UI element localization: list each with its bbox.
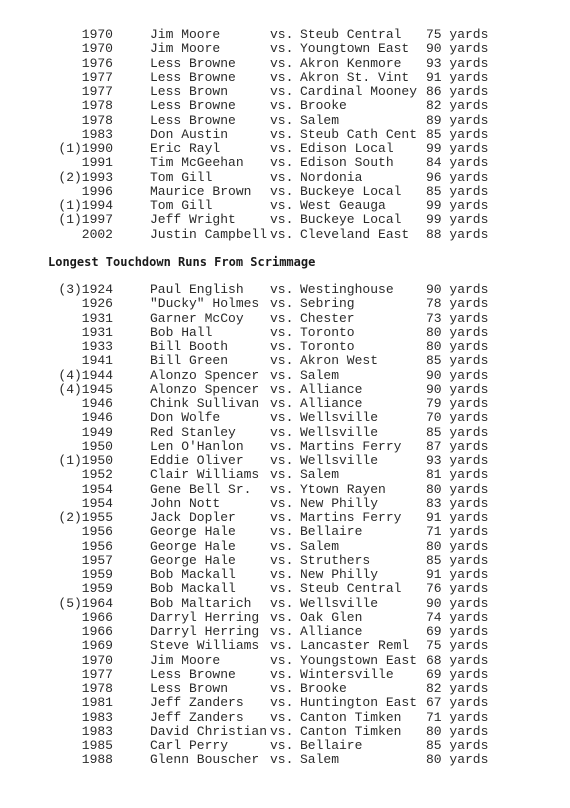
year-cell: 1933: [81, 339, 113, 354]
vs-label: vs.: [270, 467, 294, 483]
yards-cell: 99 yards: [426, 198, 489, 213]
yards-cell: 82 yards: [426, 98, 489, 114]
opponent-cell: Alliance: [300, 381, 363, 397]
list-row: [0, 511, 570, 525]
vs-label: vs.: [270, 353, 294, 369]
year-cell: 1978: [81, 681, 113, 696]
yards-cell: 99 yards: [426, 212, 489, 228]
yards-cell: 67 yards: [426, 695, 489, 711]
list-row: [0, 668, 570, 682]
vs-label: vs.: [270, 681, 294, 696]
list-row: [0, 213, 570, 227]
vs-label: vs.: [270, 282, 294, 297]
list-row: [0, 753, 570, 767]
year-cell: (3)1924: [58, 282, 113, 297]
opponent-cell: Akron Kenmore: [300, 55, 402, 71]
player-cell: Tim McGeehan: [150, 155, 244, 171]
year-cell: 1978: [81, 98, 113, 114]
yards-cell: 99 yards: [426, 141, 489, 156]
vs-label: vs.: [270, 695, 294, 711]
list-row: [0, 540, 570, 554]
vs-label: vs.: [270, 69, 294, 85]
list-row: [0, 497, 570, 511]
list-row: [0, 483, 570, 497]
vs-label: vs.: [270, 183, 294, 199]
player-cell: Justin Campbell: [150, 226, 268, 242]
list-row: [0, 156, 570, 170]
vs-label: vs.: [270, 638, 294, 654]
player-cell: Less Brown: [150, 84, 229, 99]
player-cell: Tom Gill: [150, 198, 213, 213]
year-cell: 1977: [81, 69, 113, 85]
opponent-cell: Toronto: [300, 324, 355, 340]
list-row: [0, 454, 570, 468]
opponent-cell: Steub Central: [300, 27, 402, 42]
player-cell: Alonzo Spencer: [150, 367, 260, 383]
opponent-cell: Salem: [300, 112, 340, 128]
list-row: [0, 440, 570, 454]
player-cell: George Hale: [150, 538, 236, 554]
opponent-cell: Salem: [300, 752, 340, 768]
player-cell: Bill Booth: [150, 339, 229, 354]
yards-cell: 69 yards: [426, 624, 489, 639]
player-cell: Steve Williams: [150, 638, 260, 654]
player-cell: Less Browne: [150, 69, 236, 85]
list-row: [0, 85, 570, 99]
year-cell: 1966: [81, 609, 113, 625]
opponent-cell: Ytown Rayen: [300, 481, 386, 497]
player-cell: Darryl Herring: [150, 624, 260, 639]
vs-label: vs.: [270, 595, 294, 611]
player-cell: Jack Dopler: [150, 510, 236, 525]
yards-cell: 81 yards: [426, 467, 489, 483]
yards-cell: 85 yards: [426, 353, 489, 369]
opponent-cell: Salem: [300, 538, 340, 554]
yards-cell: 69 yards: [426, 666, 489, 682]
year-cell: 1991: [81, 155, 113, 171]
list-row: [0, 354, 570, 368]
opponent-cell: Salem: [300, 467, 340, 483]
yards-cell: 75 yards: [426, 638, 489, 654]
vs-label: vs.: [270, 453, 294, 468]
year-cell: 1950: [81, 438, 113, 454]
year-cell: 1970: [81, 27, 113, 42]
vs-label: vs.: [270, 738, 294, 753]
player-cell: Tom Gill: [150, 169, 213, 185]
list-row: [0, 654, 570, 668]
year-cell: (5)1964: [58, 595, 113, 611]
player-cell: Garner McCoy: [150, 310, 244, 326]
list-row: [0, 739, 570, 753]
yards-cell: 96 yards: [426, 169, 489, 185]
vs-label: vs.: [270, 624, 294, 639]
year-cell: 1970: [81, 652, 113, 668]
opponent-cell: Lancaster Reml: [300, 638, 410, 654]
opponent-cell: Brooke: [300, 98, 347, 114]
year-cell: 1966: [81, 624, 113, 639]
year-cell: (1)1997: [58, 212, 113, 228]
year-cell: 1949: [81, 424, 113, 440]
year-cell: 1977: [81, 84, 113, 99]
yards-cell: 87 yards: [426, 438, 489, 454]
yards-cell: 80 yards: [426, 752, 489, 768]
opponent-cell: Wellsville: [300, 453, 379, 468]
yards-cell: 80 yards: [426, 538, 489, 554]
opponent-cell: Wellsville: [300, 424, 379, 440]
opponent-cell: New Philly: [300, 495, 379, 511]
list-row: [0, 71, 570, 85]
list-row: [0, 682, 570, 696]
opponent-cell: Oak Glen: [300, 609, 363, 625]
yards-cell: 80 yards: [426, 324, 489, 340]
yards-cell: 74 yards: [426, 609, 489, 625]
vs-label: vs.: [270, 709, 294, 725]
opponent-cell: Buckeye Local: [300, 183, 402, 199]
yards-cell: 68 yards: [426, 652, 489, 668]
vs-label: vs.: [270, 609, 294, 625]
yards-cell: 85 yards: [426, 738, 489, 753]
opponent-cell: Youngtown East: [300, 41, 410, 57]
opponent-cell: Steub Cath Cent: [300, 126, 418, 142]
year-cell: 1946: [81, 410, 113, 426]
opponent-cell: West Geauga: [300, 198, 386, 213]
opponent-cell: Youngstown East: [300, 652, 418, 668]
player-cell: Bob Mackall: [150, 567, 236, 582]
list-row: [0, 297, 570, 311]
year-cell: 1954: [81, 495, 113, 511]
player-cell: Jim Moore: [150, 27, 221, 42]
vs-label: vs.: [270, 424, 294, 440]
vs-label: vs.: [270, 41, 294, 57]
list-row: [0, 597, 570, 611]
list-row: [0, 383, 570, 397]
list-row: [0, 185, 570, 199]
list-row: [0, 639, 570, 653]
list-row: [0, 468, 570, 482]
vs-label: vs.: [270, 324, 294, 340]
vs-label: vs.: [270, 367, 294, 383]
player-cell: George Hale: [150, 524, 236, 540]
year-cell: 1970: [81, 41, 113, 57]
vs-label: vs.: [270, 723, 294, 739]
list-row: [0, 312, 570, 326]
vs-label: vs.: [270, 652, 294, 668]
yards-cell: 90 yards: [426, 595, 489, 611]
opponent-cell: Cleveland East: [300, 226, 410, 242]
player-cell: Bill Green: [150, 353, 229, 369]
year-cell: (4)1944: [58, 367, 113, 383]
list-row: [0, 28, 570, 42]
yards-cell: 90 yards: [426, 41, 489, 57]
year-cell: 1969: [81, 638, 113, 654]
yards-cell: 93 yards: [426, 55, 489, 71]
vs-label: vs.: [270, 438, 294, 454]
yards-cell: 88 yards: [426, 226, 489, 242]
opponent-cell: Canton Timken: [300, 723, 402, 739]
year-cell: 1983: [81, 723, 113, 739]
player-cell: Bob Mackall: [150, 581, 236, 597]
year-cell: 1985: [81, 738, 113, 753]
vs-label: vs.: [270, 495, 294, 511]
vs-label: vs.: [270, 212, 294, 228]
vs-label: vs.: [270, 169, 294, 185]
player-cell: David Christian: [150, 723, 268, 739]
list-row: [0, 582, 570, 596]
yards-cell: 71 yards: [426, 709, 489, 725]
yards-cell: 85 yards: [426, 552, 489, 568]
player-cell: Jeff Zanders: [150, 695, 244, 711]
opponent-cell: Edison Local: [300, 141, 394, 156]
yards-cell: 84 yards: [426, 155, 489, 171]
list-row: [0, 711, 570, 725]
opponent-cell: Huntington East: [300, 695, 418, 711]
opponent-cell: Akron West: [300, 353, 379, 369]
opponent-cell: Wintersville: [300, 666, 394, 682]
yards-cell: 80 yards: [426, 723, 489, 739]
opponent-cell: Struthers: [300, 552, 371, 568]
player-cell: Glenn Bouscher: [150, 752, 260, 768]
yards-cell: 93 yards: [426, 453, 489, 468]
year-cell: 1957: [81, 552, 113, 568]
year-cell: 1959: [81, 581, 113, 597]
yards-cell: 85 yards: [426, 126, 489, 142]
yards-cell: 82 yards: [426, 681, 489, 696]
yards-cell: 86 yards: [426, 84, 489, 99]
list-row: [0, 426, 570, 440]
year-cell: 1954: [81, 481, 113, 497]
yards-cell: 73 yards: [426, 310, 489, 326]
yards-cell: 75 yards: [426, 27, 489, 42]
opponent-cell: Canton Timken: [300, 709, 402, 725]
opponent-cell: Bellaire: [300, 524, 363, 540]
list-row: [0, 57, 570, 71]
vs-label: vs.: [270, 339, 294, 354]
yards-cell: 85 yards: [426, 424, 489, 440]
yards-cell: 80 yards: [426, 481, 489, 497]
vs-label: vs.: [270, 666, 294, 682]
opponent-cell: Westinghouse: [300, 282, 394, 297]
vs-label: vs.: [270, 98, 294, 114]
vs-label: vs.: [270, 510, 294, 525]
player-cell: Less Browne: [150, 98, 236, 114]
list-row: [0, 369, 570, 383]
yards-cell: 90 yards: [426, 367, 489, 383]
vs-label: vs.: [270, 141, 294, 156]
list-row: [0, 397, 570, 411]
player-cell: Alonzo Spencer: [150, 381, 260, 397]
list-row: [0, 142, 570, 156]
yards-cell: 79 yards: [426, 396, 489, 411]
year-cell: 1996: [81, 183, 113, 199]
player-cell: Less Brown: [150, 681, 229, 696]
opponent-cell: Buckeye Local: [300, 212, 402, 228]
player-cell: Less Browne: [150, 112, 236, 128]
opponent-cell: Martins Ferry: [300, 510, 402, 525]
year-cell: 1978: [81, 112, 113, 128]
player-cell: Carl Perry: [150, 738, 229, 753]
list-row: [0, 114, 570, 128]
section-title: Longest Touchdown Runs From Scrimmage: [48, 255, 316, 269]
list-row: [0, 228, 570, 242]
player-cell: Chink Sullivan: [150, 396, 260, 411]
vs-label: vs.: [270, 155, 294, 171]
vs-label: vs.: [270, 226, 294, 242]
list-row: [0, 171, 570, 185]
yards-cell: 80 yards: [426, 339, 489, 354]
vs-label: vs.: [270, 198, 294, 213]
year-cell: 1931: [81, 310, 113, 326]
year-cell: 1981: [81, 695, 113, 711]
player-cell: Eric Rayl: [150, 141, 221, 156]
list-row: [0, 326, 570, 340]
touchdown-runs-list: [0, 283, 570, 768]
vs-label: vs.: [270, 481, 294, 497]
opponent-cell: Sebring: [300, 296, 355, 312]
year-cell: (1)1994: [58, 198, 113, 213]
yards-cell: 91 yards: [426, 510, 489, 525]
opponent-cell: Toronto: [300, 339, 355, 354]
vs-label: vs.: [270, 567, 294, 582]
opponent-cell: Cardinal Mooney: [300, 84, 418, 99]
player-cell: Paul English: [150, 282, 244, 297]
player-cell: "Ducky" Holmes: [150, 296, 260, 312]
player-cell: Jeff Wright: [150, 212, 236, 228]
vs-label: vs.: [270, 310, 294, 326]
vs-label: vs.: [270, 55, 294, 71]
player-cell: Bob Hall: [150, 324, 213, 340]
yards-cell: 78 yards: [426, 296, 489, 312]
long-plays-list: [0, 28, 570, 242]
player-cell: Don Austin: [150, 126, 229, 142]
player-cell: Less Browne: [150, 55, 236, 71]
vs-label: vs.: [270, 552, 294, 568]
player-cell: Less Browne: [150, 666, 236, 682]
year-cell: 1988: [81, 752, 113, 768]
year-cell: 1952: [81, 467, 113, 483]
year-cell: 1983: [81, 126, 113, 142]
list-row: [0, 128, 570, 142]
player-cell: Bob Maltarich: [150, 595, 252, 611]
yards-cell: 85 yards: [426, 183, 489, 199]
year-cell: 1931: [81, 324, 113, 340]
yards-cell: 91 yards: [426, 69, 489, 85]
year-cell: 1956: [81, 524, 113, 540]
yards-cell: 90 yards: [426, 282, 489, 297]
opponent-cell: Alliance: [300, 396, 363, 411]
opponent-cell: Brooke: [300, 681, 347, 696]
vs-label: vs.: [270, 396, 294, 411]
list-row: [0, 554, 570, 568]
opponent-cell: Akron St. Vint: [300, 69, 410, 85]
vs-label: vs.: [270, 381, 294, 397]
list-row: [0, 725, 570, 739]
vs-label: vs.: [270, 84, 294, 99]
year-cell: 1926: [81, 296, 113, 312]
year-cell: (1)1950: [58, 453, 113, 468]
list-row: [0, 611, 570, 625]
list-row: [0, 411, 570, 425]
vs-label: vs.: [270, 581, 294, 597]
player-cell: John Nott: [150, 495, 221, 511]
yards-cell: 70 yards: [426, 410, 489, 426]
list-row: [0, 340, 570, 354]
vs-label: vs.: [270, 112, 294, 128]
list-row: [0, 99, 570, 113]
year-cell: 1977: [81, 666, 113, 682]
opponent-cell: Wellsville: [300, 410, 379, 426]
player-cell: Darryl Herring: [150, 609, 260, 625]
vs-label: vs.: [270, 126, 294, 142]
player-cell: Gene Bell Sr.: [150, 481, 252, 497]
year-cell: (2)1955: [58, 510, 113, 525]
list-row: [0, 625, 570, 639]
list-row: [0, 42, 570, 56]
vs-label: vs.: [270, 27, 294, 42]
yards-cell: 91 yards: [426, 567, 489, 582]
player-cell: Jeff Zanders: [150, 709, 244, 725]
list-row: [0, 696, 570, 710]
player-cell: Eddie Oliver: [150, 453, 244, 468]
yards-cell: 76 yards: [426, 581, 489, 597]
year-cell: 1959: [81, 567, 113, 582]
list-row: [0, 568, 570, 582]
player-cell: Don Wolfe: [150, 410, 221, 426]
year-cell: (4)1945: [58, 381, 113, 397]
vs-label: vs.: [270, 538, 294, 554]
yards-cell: 83 yards: [426, 495, 489, 511]
player-cell: Red Stanley: [150, 424, 236, 440]
opponent-cell: Wellsville: [300, 595, 379, 611]
year-cell: 1941: [81, 353, 113, 369]
opponent-cell: Martins Ferry: [300, 438, 402, 454]
year-cell: 1976: [81, 55, 113, 71]
opponent-cell: Edison South: [300, 155, 394, 171]
player-cell: George Hale: [150, 552, 236, 568]
year-cell: 1983: [81, 709, 113, 725]
year-cell: (2)1993: [58, 169, 113, 185]
vs-label: vs.: [270, 752, 294, 768]
opponent-cell: Bellaire: [300, 738, 363, 753]
vs-label: vs.: [270, 410, 294, 426]
opponent-cell: Nordonia: [300, 169, 363, 185]
year-cell: 1946: [81, 396, 113, 411]
vs-label: vs.: [270, 296, 294, 312]
vs-label: vs.: [270, 524, 294, 540]
year-cell: 1956: [81, 538, 113, 554]
yards-cell: 89 yards: [426, 112, 489, 128]
list-row: [0, 525, 570, 539]
player-cell: Clair Williams: [150, 467, 260, 483]
opponent-cell: Salem: [300, 367, 340, 383]
player-cell: Len O'Hanlon: [150, 438, 244, 454]
list-row: [0, 199, 570, 213]
year-cell: (1)1990: [58, 141, 113, 156]
player-cell: Jim Moore: [150, 652, 221, 668]
player-cell: Maurice Brown: [150, 183, 252, 199]
yards-cell: 71 yards: [426, 524, 489, 540]
opponent-cell: New Philly: [300, 567, 379, 582]
opponent-cell: Chester: [300, 310, 355, 326]
list-row: [0, 283, 570, 297]
yards-cell: 90 yards: [426, 381, 489, 397]
opponent-cell: Alliance: [300, 624, 363, 639]
opponent-cell: Steub Central: [300, 581, 402, 597]
player-cell: Jim Moore: [150, 41, 221, 57]
year-cell: 2002: [81, 226, 113, 242]
